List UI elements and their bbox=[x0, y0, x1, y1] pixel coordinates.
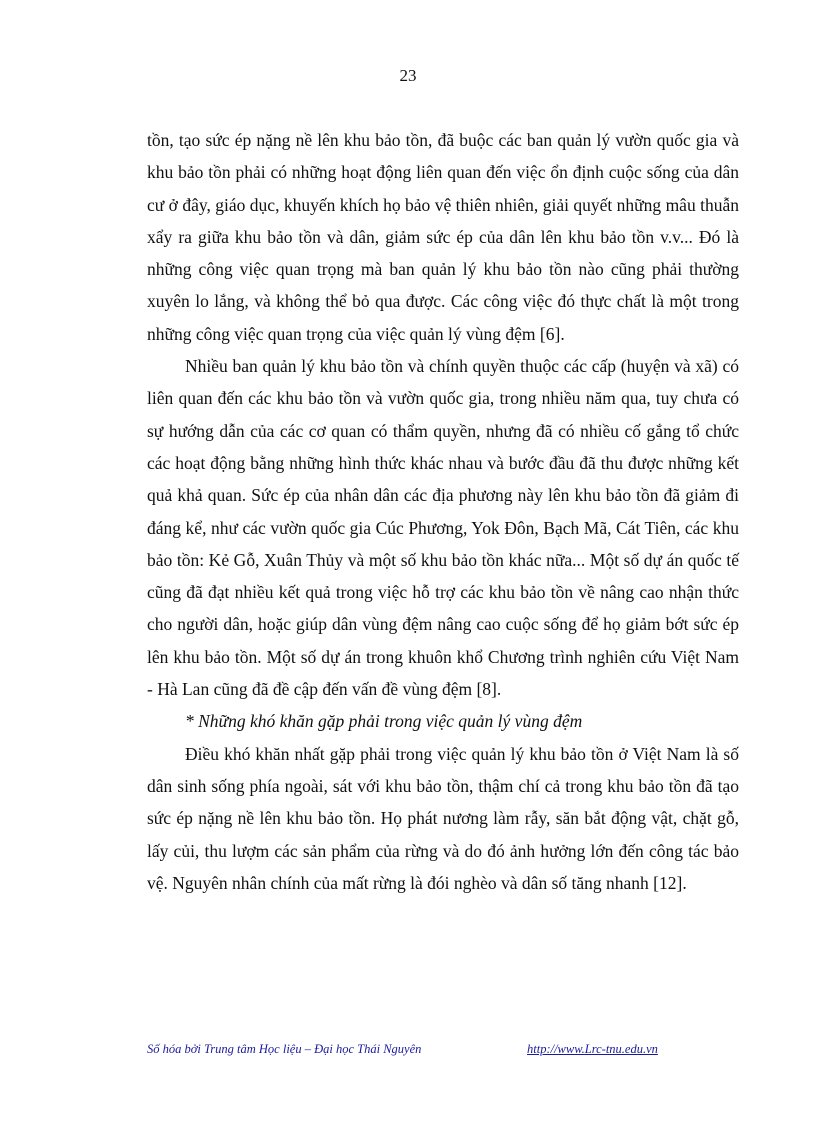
paragraph-2: Nhiều ban quản lý khu bảo tồn và chính quyền thuộc các cấp (huyện và xã) có liên quan đến các khu bảo tồn và vườn quốc gia, trong nhiều năm qua, tuy chưa có sự hướng dẫn của các cơ quan có thẩm quyền, nhưng đã có nhiều cố gắng tổ chức các hoạt động bằng những hình thức khác nhau và bước đầu đã thu được những kết quả khả quan. Sức ép của nhân dân các địa phương này lên khu bảo tồn đã giảm đi đáng kể, như các vườn quốc gia Cúc Phương, Yok Đôn, Bạch Mã, Cát Tiên, các khu bảo tồn: Kẻ Gỗ, Xuân Thủy và một số khu bảo tồn khác nữa... Một số dự án quốc tế cũng đã đạt nhiều kết quả trong việc hỗ trợ các khu bảo tồn về nâng cao nhận thức cho người dân, hoặc giúp dân vùng đệm nâng cao cuộc sống để họ giảm bớt sức ép lên khu bảo tồn. Một số dự án trong khuôn khổ Chương trình nghiên cứu Việt Nam - Hà Lan cũng đã đề cập đến vấn đề vùng đệm [8]. bbox=[147, 356, 739, 700]
document-body bbox=[147, 124, 739, 899]
paragraph-3: Điều khó khăn nhất gặp phải trong việc quản lý khu bảo tồn ở Việt Nam là số dân sinh sống phía ngoài, sát với khu bảo tồn, thậm chí cả trong khu bảo tồn đã tạo sức ép nặng nề lên khu bảo tồn. Họ phát nương làm rẫy, săn bắt động vật, chặt gỗ, lấy củi, thu lượm các sản phẩm của rừng và do đó ảnh hưởng lớn đến công tác bảo vệ. Nguyên nhân chính của mất rừng là đói nghèo và dân số tăng nhanh [12]. bbox=[147, 743, 739, 893]
page-number: 23 bbox=[399, 66, 417, 85]
footer-link[interactable]: http://www.Lrc-tnu.edu.vn bbox=[527, 1042, 658, 1056]
paragraph-1: tồn, tạo sức ép nặng nề lên khu bảo tồn, đã buộc các ban quản lý vườn quốc gia và khu bảo tồn phải có những hoạt động liên quan đến việc ổn định cuộc sống của dân cư ở đây, giáo dục, khuyến khích họ bảo vệ thiên nhiên, giải quyết những mâu thuẫn xẩy ra giữa khu bảo tồn và dân, giảm sức ép của dân lên khu bảo tồn v.v... Đó là những công việc quan trọng mà ban quản lý khu bảo tồn nào cũng phải thường xuyên lo lắng, và không thể bỏ qua được. Các công việc đó thực chất là một trong những công việc quan trọng của việc quản lý vùng đệm [6]. bbox=[147, 130, 739, 344]
footer-source: Số hóa bởi Trung tâm Học liệu – Đại học Thái Nguyên bbox=[147, 1042, 422, 1056]
section-heading: * Những khó khăn gặp phải trong việc quản lý vùng đệm bbox=[185, 711, 583, 732]
